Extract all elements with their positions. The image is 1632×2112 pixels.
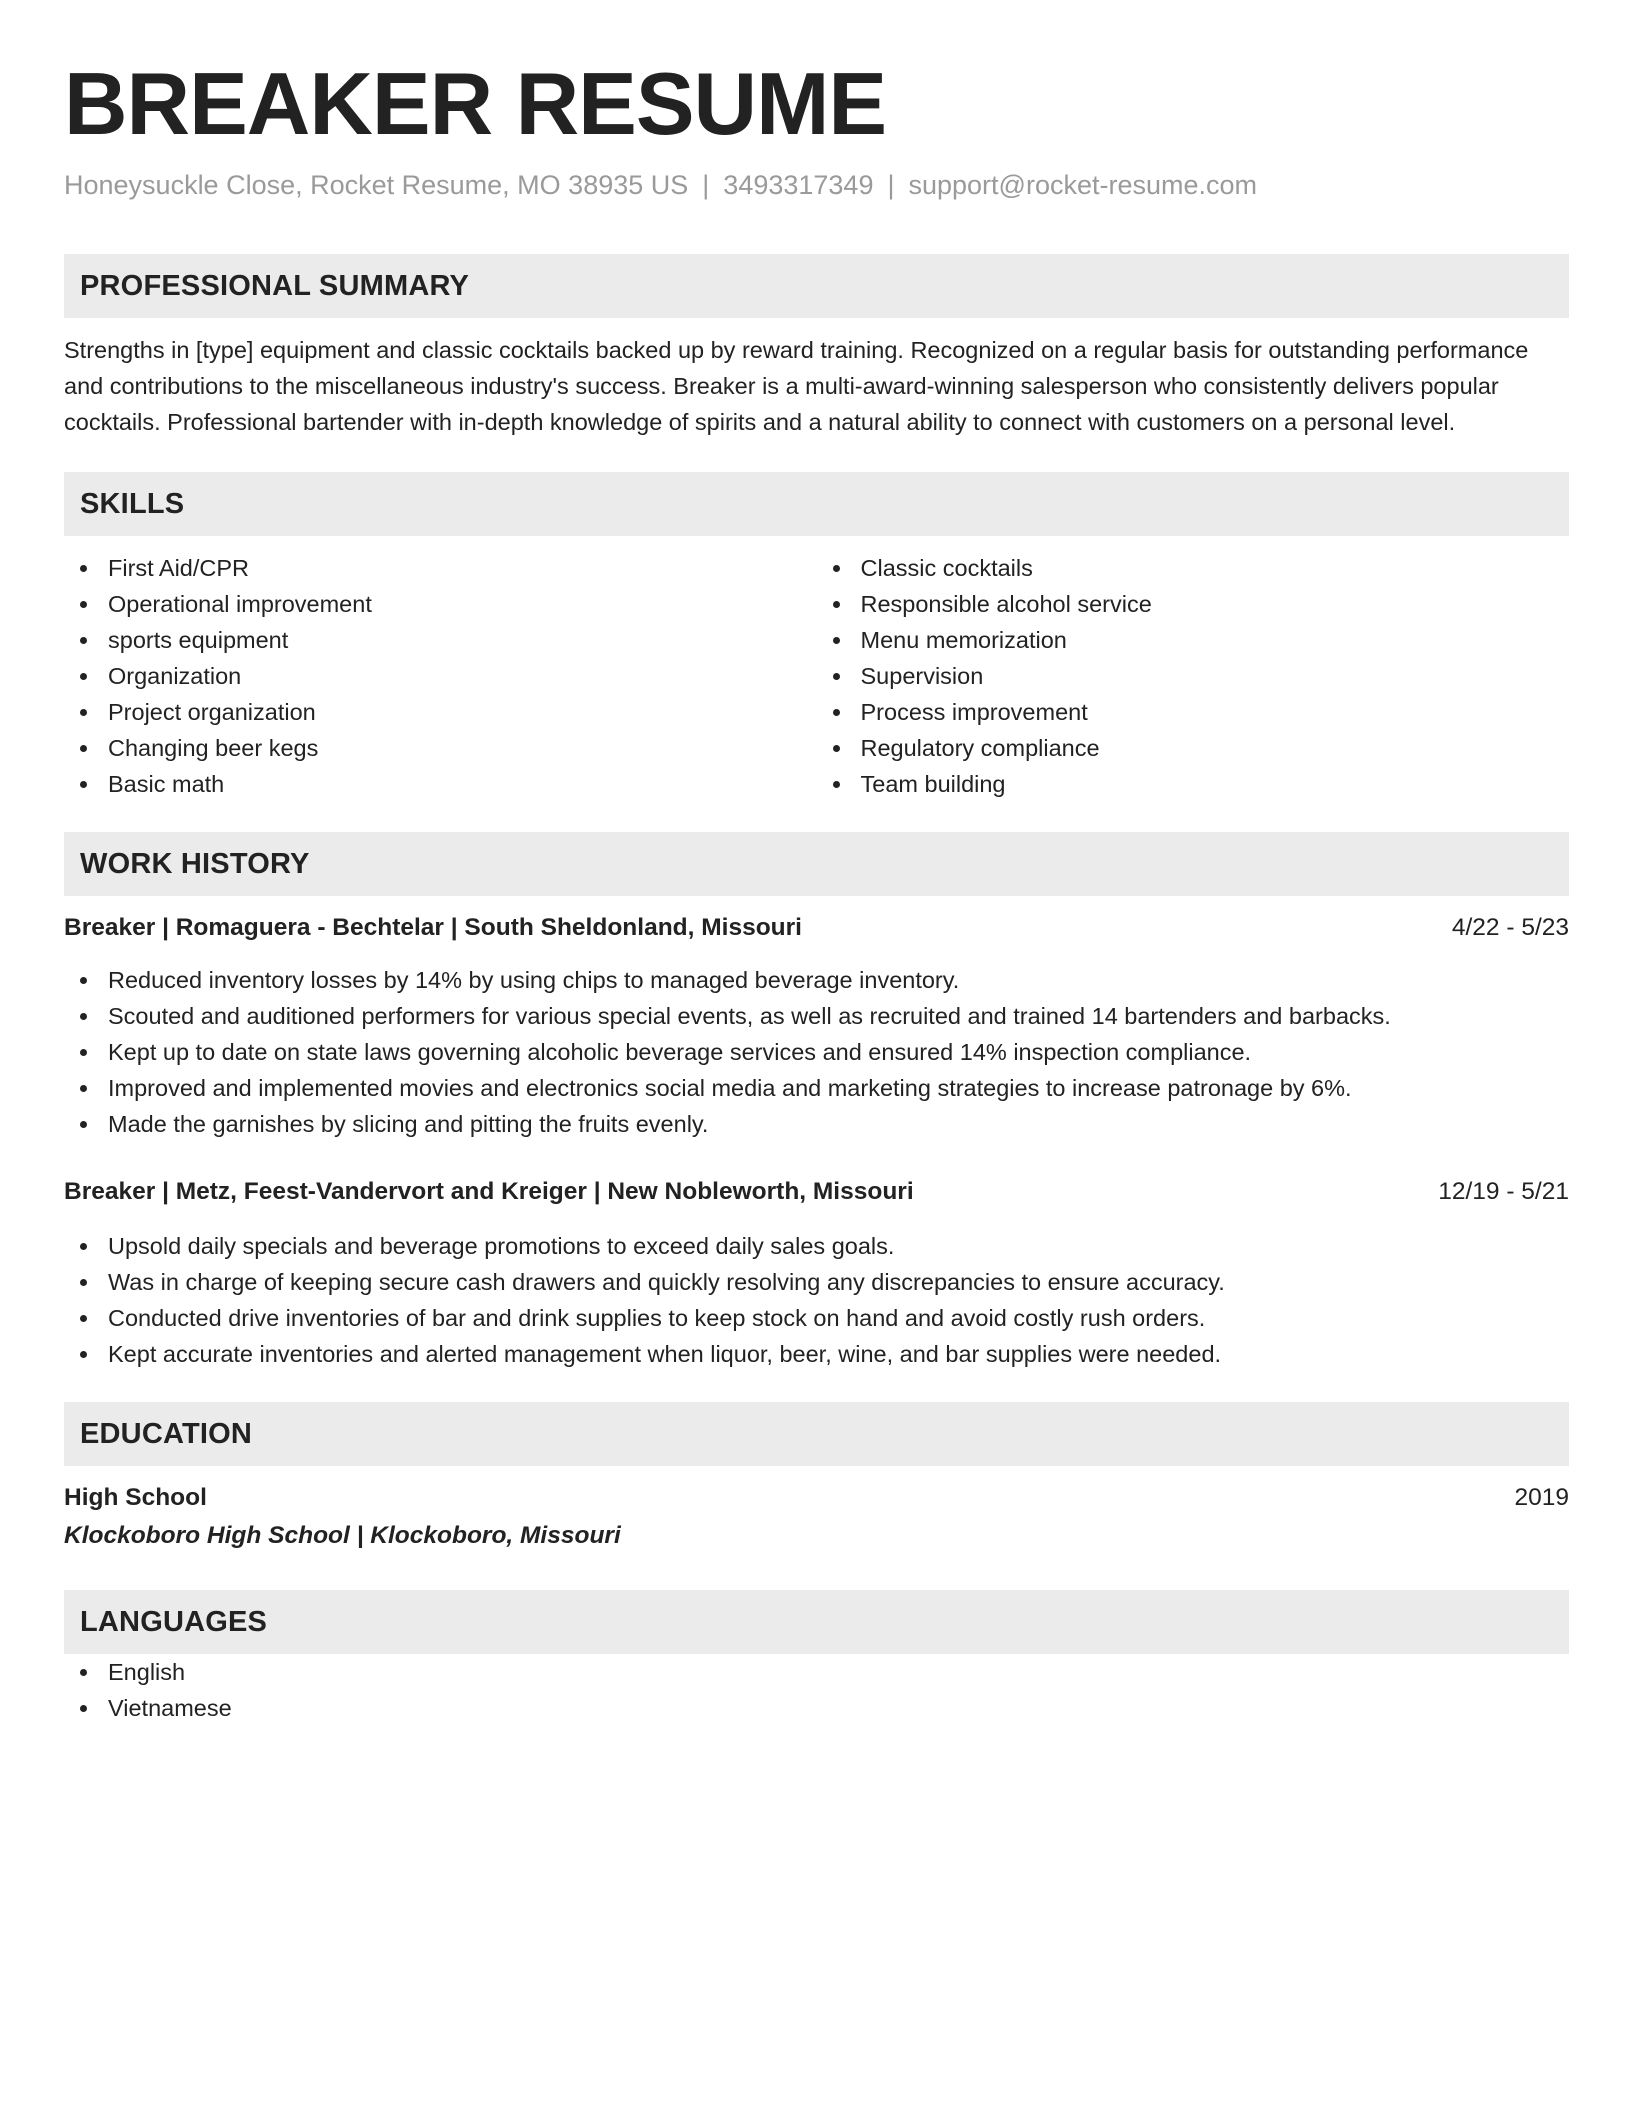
education-year: 2019 <box>1514 1484 1569 1511</box>
skill-item: Basic math <box>64 766 817 802</box>
skill-item: First Aid/CPR <box>64 550 817 586</box>
contact-phone: 3493317349 <box>723 170 874 200</box>
job-bullet: Upsold daily specials and beverage promotions to exceed daily sales goals. <box>64 1228 1569 1264</box>
job-entry <box>64 1174 1569 1372</box>
job-header <box>64 1174 1569 1210</box>
skill-item: Classic cocktails <box>817 550 1570 586</box>
section-header-work-history: WORK HISTORY <box>64 832 1569 896</box>
skills-column-right <box>817 550 1570 802</box>
job-bullets <box>64 962 1569 1142</box>
skill-item: Operational improvement <box>64 586 817 622</box>
job-bullet: Improved and implemented movies and electronics social media and marketing strategies to increase patronage by 6%. <box>64 1070 1569 1106</box>
summary-text: Strengths in [type] equipment and classic cocktails backed up by reward training. Recognized on a regular basis for outstanding performance and contributions to the miscellaneous industry's success. Breaker is a multi-award-winning salesperson who consistently delivers popular cocktails. Professional bartender with in-depth knowledge of spirits and a natural ability to connect with customers on a personal level. <box>64 337 1529 435</box>
skills-grid <box>64 550 1569 802</box>
job-title: Breaker | Romaguera - Bechtelar | South Sheldonland, Missouri <box>64 914 802 941</box>
job-bullet: Made the garnishes by slicing and pitting the fruits evenly. <box>64 1106 1569 1142</box>
job-bullet: Kept up to date on state laws governing alcoholic beverage services and ensured 14% inspection compliance. <box>64 1034 1569 1070</box>
skill-item: Team building <box>817 766 1570 802</box>
job-dates: 12/19 - 5/21 <box>1438 1178 1569 1205</box>
language-item: Vietnamese <box>64 1690 1569 1726</box>
job-bullet: Conducted drive inventories of bar and drink supplies to keep stock on hand and avoid costly rush orders. <box>64 1300 1569 1336</box>
job-bullet: Scouted and auditioned performers for various special events, as well as recruited and trained 14 bartenders and barbacks. <box>64 998 1569 1034</box>
section-header-skills: SKILLS <box>64 472 1569 536</box>
contact-separator: | <box>702 170 710 200</box>
job-bullet: Reduced inventory losses by 14% by using chips to managed beverage inventory. <box>64 962 1569 998</box>
contact-email: support@rocket-resume.com <box>908 170 1258 200</box>
contact-line <box>64 168 1569 202</box>
skill-item: Supervision <box>817 658 1570 694</box>
skill-item: sports equipment <box>64 622 817 658</box>
skill-item: Changing beer kegs <box>64 730 817 766</box>
job-title: Breaker | Metz, Feest-Vandervort and Kreiger | New Nobleworth, Missouri <box>64 1178 914 1205</box>
section-header-education: EDUCATION <box>64 1402 1569 1466</box>
skill-item: Process improvement <box>817 694 1570 730</box>
contact-separator: | <box>887 170 895 200</box>
skills-column-left <box>64 550 817 802</box>
skill-item: Menu memorization <box>817 622 1570 658</box>
job-dates: 4/22 - 5/23 <box>1451 914 1569 941</box>
language-item: English <box>64 1654 1569 1690</box>
job-bullet: Kept accurate inventories and alerted management when liquor, beer, wine, and bar supplies were needed. <box>64 1336 1569 1372</box>
job-bullet: Was in charge of keeping secure cash drawers and quickly resolving any discrepancies to ensure accuracy. <box>64 1264 1569 1300</box>
resume-name: BREAKER RESUME <box>64 54 887 153</box>
skill-item: Organization <box>64 658 817 694</box>
languages-list <box>64 1654 1569 1726</box>
job-header <box>64 910 1569 946</box>
skill-item: Regulatory compliance <box>817 730 1570 766</box>
education-degree: High School <box>64 1484 207 1511</box>
section-header-summary: PROFESSIONAL SUMMARY <box>64 254 1569 318</box>
contact-address: Honeysuckle Close, Rocket Resume, MO 38935 US <box>64 170 689 200</box>
skill-item: Responsible alcohol service <box>817 586 1570 622</box>
section-header-languages: LANGUAGES <box>64 1590 1569 1654</box>
education-header <box>64 1480 1569 1516</box>
job-entry <box>64 910 1569 1142</box>
job-bullets <box>64 1228 1569 1372</box>
skill-item: Project organization <box>64 694 817 730</box>
education-school: Klockoboro High School | Klockoboro, Missouri <box>64 1522 621 1549</box>
